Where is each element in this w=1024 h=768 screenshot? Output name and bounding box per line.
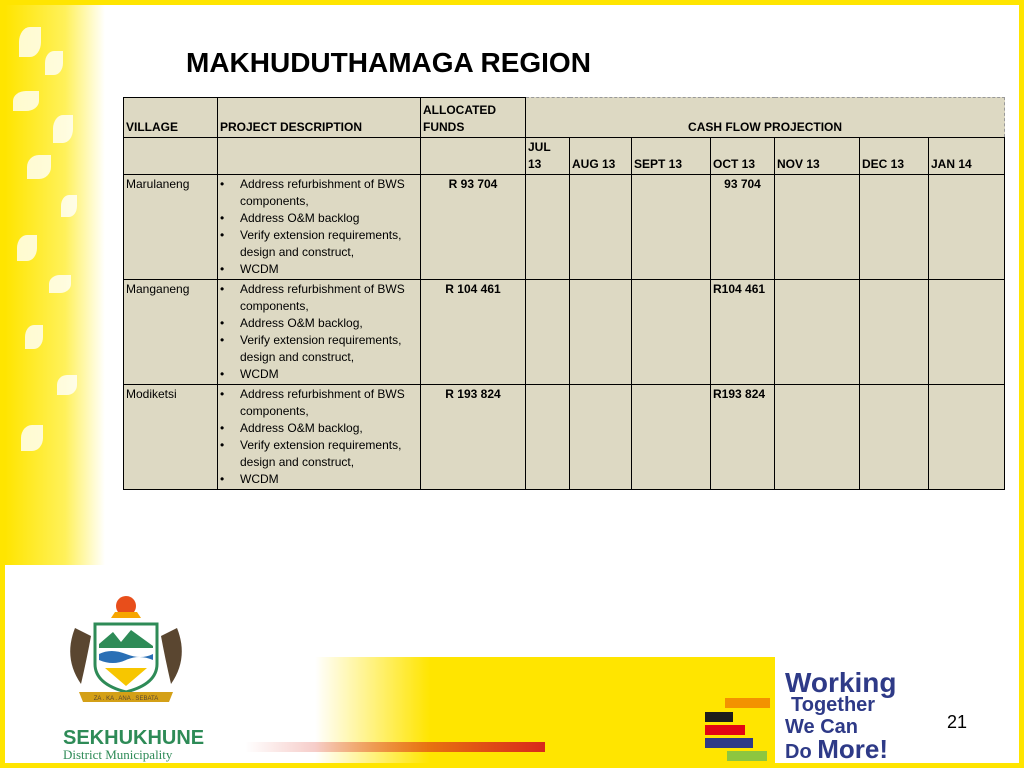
slogan-together: Together <box>791 694 876 716</box>
project-description-cell <box>218 175 421 280</box>
header-blank <box>124 138 218 175</box>
cash-flow-cell <box>929 280 1005 385</box>
project-description-cell <box>218 385 421 490</box>
leaf-decoration <box>17 235 37 261</box>
municipality-name: SEKHUKHUNE <box>63 727 205 749</box>
description-item: • WCDM <box>238 471 418 488</box>
slogan-working: Working <box>785 667 897 698</box>
sekhukhune-crest-logo <box>61 588 191 708</box>
leaf-decoration <box>13 91 39 111</box>
description-list <box>220 386 418 488</box>
slogan <box>785 667 897 764</box>
header-month-jan-14: JAN 14 <box>929 138 1005 175</box>
cash-flow-cell <box>775 280 860 385</box>
description-item: • WCDM <box>238 366 418 383</box>
table-row <box>124 385 1005 490</box>
village-cell: Modiketsi <box>124 385 218 490</box>
leaf-decoration <box>19 27 41 57</box>
description-list <box>220 281 418 383</box>
slogan-we-can: We Can <box>785 716 858 738</box>
leaf-decoration <box>45 51 63 75</box>
leaf-decoration <box>25 325 43 349</box>
red-small-stripe <box>705 725 745 735</box>
bird-right-icon <box>161 628 182 684</box>
header-month-sept-13: SEPT 13 <box>632 138 711 175</box>
description-item: • Address O&M backlog <box>238 210 418 227</box>
table-row <box>124 175 1005 280</box>
description-item: • Address refurbishment of BWS components, <box>238 176 418 210</box>
description-item: • Address refurbishment of BWS components, <box>238 281 418 315</box>
leaf-decoration <box>53 115 73 143</box>
cash-flow-cell <box>570 280 632 385</box>
village-cell: Manganeng <box>124 280 218 385</box>
header-month-dec-13: DEC 13 <box>860 138 929 175</box>
leaf-decoration <box>21 425 43 451</box>
black-stripe <box>705 712 733 722</box>
cash-flow-cell-oct-13: 93 704 <box>711 175 775 280</box>
allocated-funds-cell: R 193 824 <box>421 385 526 490</box>
red-stripe <box>245 742 545 752</box>
cash-flow-cell <box>860 175 929 280</box>
cash-flow-cell <box>526 385 570 490</box>
header-project-description: PROJECT DESCRIPTION <box>218 98 421 138</box>
header-cash-flow-projection: CASH FLOW PROJECTION <box>526 98 1005 138</box>
cash-flow-cell <box>929 175 1005 280</box>
header-month-aug-13: AUG 13 <box>570 138 632 175</box>
crest-motto: ZA . KA . ANA . SEBATA <box>93 696 159 702</box>
leaf-decoration <box>27 155 51 179</box>
cash-flow-table <box>123 97 1005 490</box>
slogan-do: Do <box>785 741 812 763</box>
page-number: 21 <box>947 712 968 732</box>
cash-flow-cell <box>632 385 711 490</box>
leaf-decoration <box>49 275 71 293</box>
cash-flow-cell <box>775 385 860 490</box>
project-description-cell <box>218 280 421 385</box>
bird-left-icon <box>70 628 91 684</box>
header-blank <box>218 138 421 175</box>
cash-flow-cell <box>929 385 1005 490</box>
cash-flow-cell <box>775 175 860 280</box>
header-blank <box>421 138 526 175</box>
left-decorative-band <box>5 5 105 565</box>
header-month-jul-13: JUL 13 <box>526 138 570 175</box>
leaf-decoration <box>61 195 77 217</box>
description-item: • Verify extension requirements, design and construct, <box>238 227 418 261</box>
cash-flow-cell <box>632 175 711 280</box>
header-month-nov-13: NOV 13 <box>775 138 860 175</box>
table-row <box>124 280 1005 385</box>
blue-stripe <box>705 738 753 748</box>
slogan-more: More! <box>817 734 889 764</box>
orange-stripe <box>725 698 770 708</box>
leaf-decoration <box>57 375 77 395</box>
description-list <box>220 176 418 278</box>
description-item: • Address O&M backlog, <box>238 315 418 332</box>
description-item: • Address refurbishment of BWS components, <box>238 386 418 420</box>
cash-flow-cell <box>860 385 929 490</box>
cash-flow-cell <box>526 175 570 280</box>
cash-flow-cell <box>526 280 570 385</box>
cash-flow-cell <box>570 175 632 280</box>
description-item: • Verify extension requirements, design and construct, <box>238 437 418 471</box>
slide-title: MAKHUDUTHAMAGA REGION <box>186 47 591 78</box>
cash-flow-cell-oct-13: R104 461 <box>711 280 775 385</box>
cash-flow-cell <box>570 385 632 490</box>
description-item: • WCDM <box>238 261 418 278</box>
municipality-subtitle: District Municipality <box>63 747 173 762</box>
description-item: • Address O&M backlog, <box>238 420 418 437</box>
allocated-funds-cell: R 93 704 <box>421 175 526 280</box>
header-allocated-funds: ALLOCATED FUNDS <box>421 98 526 138</box>
header-village: VILLAGE <box>124 98 218 138</box>
allocated-funds-cell: R 104 461 <box>421 280 526 385</box>
cash-flow-cell <box>632 280 711 385</box>
cash-flow-cell <box>860 280 929 385</box>
green-stripe <box>727 751 767 761</box>
cash-flow-cell-oct-13: R193 824 <box>711 385 775 490</box>
village-cell: Marulaneng <box>124 175 218 280</box>
header-month-oct-13: OCT 13 <box>711 138 775 175</box>
description-item: • Verify extension requirements, design and construct, <box>238 332 418 366</box>
